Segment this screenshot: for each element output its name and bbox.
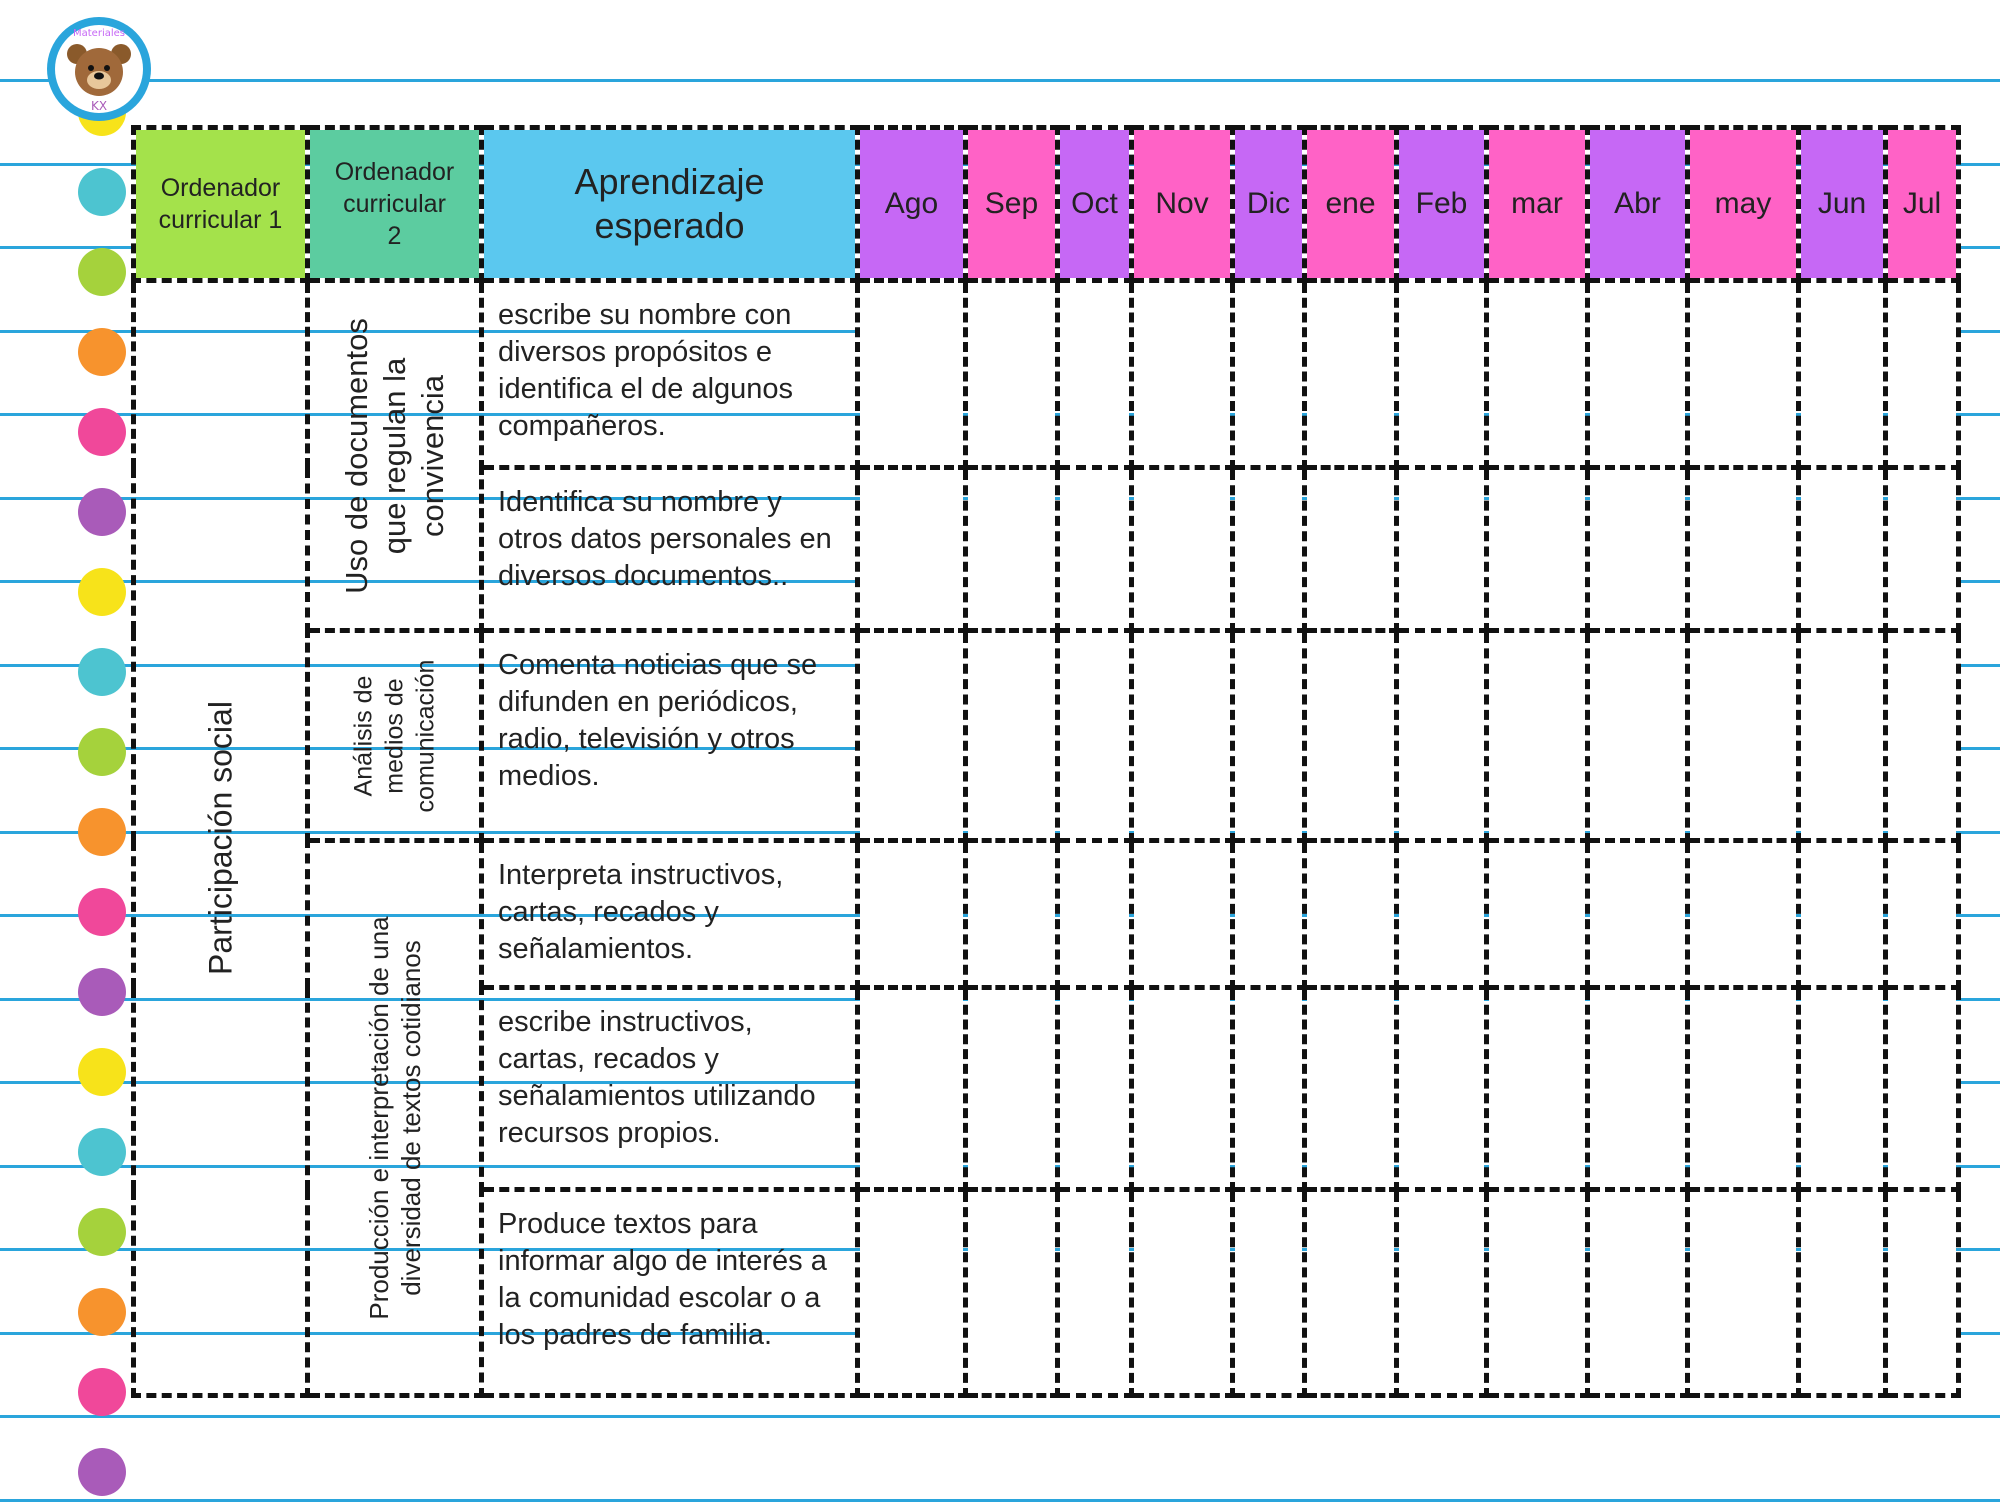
month-check-cell[interactable] [1132,468,1233,631]
month-check-cell[interactable] [1487,631,1588,841]
month-label: Sep [984,187,1039,220]
month-check-cell[interactable] [1886,1190,1959,1396]
header-ordenador-curricular-1 [134,128,308,281]
binder-dot [78,968,126,1016]
month-check-cell[interactable] [1799,468,1886,631]
header-row [134,128,1959,281]
month-check-cell[interactable] [1058,841,1132,988]
organizer2-cell [308,841,482,1396]
month-check-cell[interactable] [1132,281,1233,468]
month-check-cell[interactable] [1799,841,1886,988]
month-check-cell[interactable] [1688,631,1799,841]
month-check-cell[interactable] [1688,1190,1799,1396]
month-label: Feb [1415,187,1468,220]
month-check-cell[interactable] [966,468,1058,631]
binder-dot [78,648,126,696]
binder-dot [78,248,126,296]
binder-dot [78,888,126,936]
learning-cell: Comenta noticias que se difunden en periódicos, radio, televisión y otros medios. [482,631,858,841]
month-check-cell[interactable] [1233,281,1305,468]
svg-text:Materiales: Materiales [73,28,125,39]
month-check-cell[interactable] [1588,841,1688,988]
month-check-cell[interactable] [1799,988,1886,1190]
month-check-cell[interactable] [966,988,1058,1190]
month-label: Jun [1817,187,1867,220]
month-label: Abr [1614,187,1661,220]
month-check-cell[interactable] [1132,1190,1233,1396]
table-row [134,281,1959,468]
curriculum-planning-table [131,125,1961,1398]
month-check-cell[interactable] [1305,1190,1397,1396]
header-col3-line2: esperado [594,205,745,246]
month-label: may [1714,187,1772,220]
month-check-cell[interactable] [1487,841,1588,988]
binder-dot [78,1368,126,1416]
month-header [1588,128,1688,281]
header-col1-text: Ordenador curricular 1 [158,174,283,234]
month-check-cell[interactable] [1397,468,1487,631]
month-check-cell[interactable] [1588,468,1688,631]
month-check-cell[interactable] [858,841,966,988]
month-check-cell[interactable] [1233,988,1305,1190]
month-check-cell[interactable] [1397,281,1487,468]
organizer2-cell [308,631,482,841]
month-check-cell[interactable] [1886,631,1959,841]
month-check-cell[interactable] [1132,988,1233,1190]
learning-cell: escribe instructivos, cartas, recados y señalamientos utilizando recursos propios. [482,988,858,1190]
month-check-cell[interactable] [1588,1190,1688,1396]
binder-dot [78,568,126,616]
learning-cell: Produce textos para informar algo de interés a la comunidad escolar o a los padres de familia. [482,1190,858,1396]
month-check-cell[interactable] [1233,841,1305,988]
month-check-cell[interactable] [966,281,1058,468]
ruled-line [0,1499,2000,1502]
month-check-cell[interactable] [858,468,966,631]
organizer2-text: Producción e interpretación de una diversidad de textos cotidianos [363,916,426,1320]
month-header [1305,128,1397,281]
month-check-cell[interactable] [1305,988,1397,1190]
month-check-cell[interactable] [1886,468,1959,631]
header-col2-line2: curricular [343,190,446,218]
table-row [134,631,1959,841]
month-check-cell[interactable] [1233,468,1305,631]
organizer2-text: Análisis de medios de comunicación [349,659,439,812]
month-check-cell[interactable] [858,988,966,1190]
month-check-cell[interactable] [1886,988,1959,1190]
month-label: Nov [1155,187,1209,220]
month-check-cell[interactable] [1233,1190,1305,1396]
binder-dot [78,488,126,536]
month-check-cell[interactable] [1688,988,1799,1190]
organizer2-cell [308,281,482,631]
month-check-cell[interactable] [1305,281,1397,468]
binder-dot [78,808,126,856]
month-header [1487,128,1588,281]
month-check-cell[interactable] [1886,841,1959,988]
binder-dot [78,1448,126,1496]
month-check-cell[interactable] [1397,841,1487,988]
month-check-cell[interactable] [858,281,966,468]
month-check-cell[interactable] [1058,281,1132,468]
month-check-cell[interactable] [966,1190,1058,1396]
month-check-cell[interactable] [1688,841,1799,988]
learning-cell: escribe su nombre con diversos propósitos e identifica el de algunos compañeros. [482,281,858,468]
month-header [1799,128,1886,281]
binder-dot [78,1128,126,1176]
header-ordenador-curricular-2 [308,128,482,281]
binder-dot [78,1048,126,1096]
learning-cell: Interpreta instructivos, cartas, recados y señalamientos. [482,841,858,988]
month-check-cell[interactable] [1487,281,1588,468]
month-check-cell[interactable] [1588,631,1688,841]
month-header [1058,128,1132,281]
month-check-cell[interactable] [966,841,1058,988]
binder-dot [78,1208,126,1256]
month-check-cell[interactable] [966,631,1058,841]
header-aprendizaje-esperado [482,128,858,281]
table-row [134,841,1959,988]
month-check-cell[interactable] [1588,281,1688,468]
organizer2-text: Uso de documentos que regulan la convivencia [338,317,450,594]
ruled-line [0,79,2000,82]
binder-dot [78,168,126,216]
month-header [858,128,966,281]
month-label: ene [1325,187,1376,220]
month-check-cell[interactable] [1233,631,1305,841]
month-check-cell[interactable] [1799,281,1886,468]
month-label: mar [1511,187,1563,220]
month-label: Oct [1071,187,1118,220]
month-check-cell[interactable] [1305,841,1397,988]
ruled-line [0,1415,2000,1418]
month-header [966,128,1058,281]
month-check-cell[interactable] [1397,1190,1487,1396]
binder-dot [78,1288,126,1336]
month-check-cell[interactable] [1487,988,1588,1190]
month-check-cell[interactable] [1886,281,1959,468]
header-col2-line3: 2 [387,222,402,250]
month-check-cell[interactable] [1058,468,1132,631]
month-check-cell[interactable] [1397,988,1487,1190]
month-check-cell[interactable] [1397,631,1487,841]
month-check-cell[interactable] [1132,841,1233,988]
month-check-cell[interactable] [1305,468,1397,631]
month-check-cell[interactable] [1058,1190,1132,1396]
month-check-cell[interactable] [1058,988,1132,1190]
header-col3-line1: Aprendizaje [574,161,765,202]
bear-logo-icon [44,14,154,124]
binder-dot [78,328,126,376]
month-header [1233,128,1305,281]
month-check-cell[interactable] [1688,281,1799,468]
month-label: Dic [1246,187,1291,220]
month-check-cell[interactable] [1799,1190,1886,1396]
binder-dot [78,728,126,776]
month-check-cell[interactable] [1132,631,1233,841]
month-label: Ago [884,187,939,220]
month-check-cell[interactable] [1487,1190,1588,1396]
month-header [1886,128,1959,281]
month-check-cell[interactable] [858,1190,966,1396]
month-check-cell[interactable] [1588,988,1688,1190]
month-header [1397,128,1487,281]
month-label: Jul [1902,187,1942,220]
month-check-cell[interactable] [858,631,966,841]
month-check-cell[interactable] [1688,468,1799,631]
month-check-cell[interactable] [1305,631,1397,841]
month-header [1688,128,1799,281]
learning-cell: Identifica su nombre y otros datos personales en diversos documentos.. [482,468,858,631]
svg-text:KX: KX [90,99,108,113]
month-header [1132,128,1233,281]
month-check-cell[interactable] [1487,468,1588,631]
binder-dot [78,408,126,456]
month-check-cell[interactable] [1799,631,1886,841]
month-check-cell[interactable] [1058,631,1132,841]
header-col2-line1: Ordenador [334,158,455,186]
organizer1-text: Participación social [202,701,238,975]
organizer1-cell [134,281,308,1396]
